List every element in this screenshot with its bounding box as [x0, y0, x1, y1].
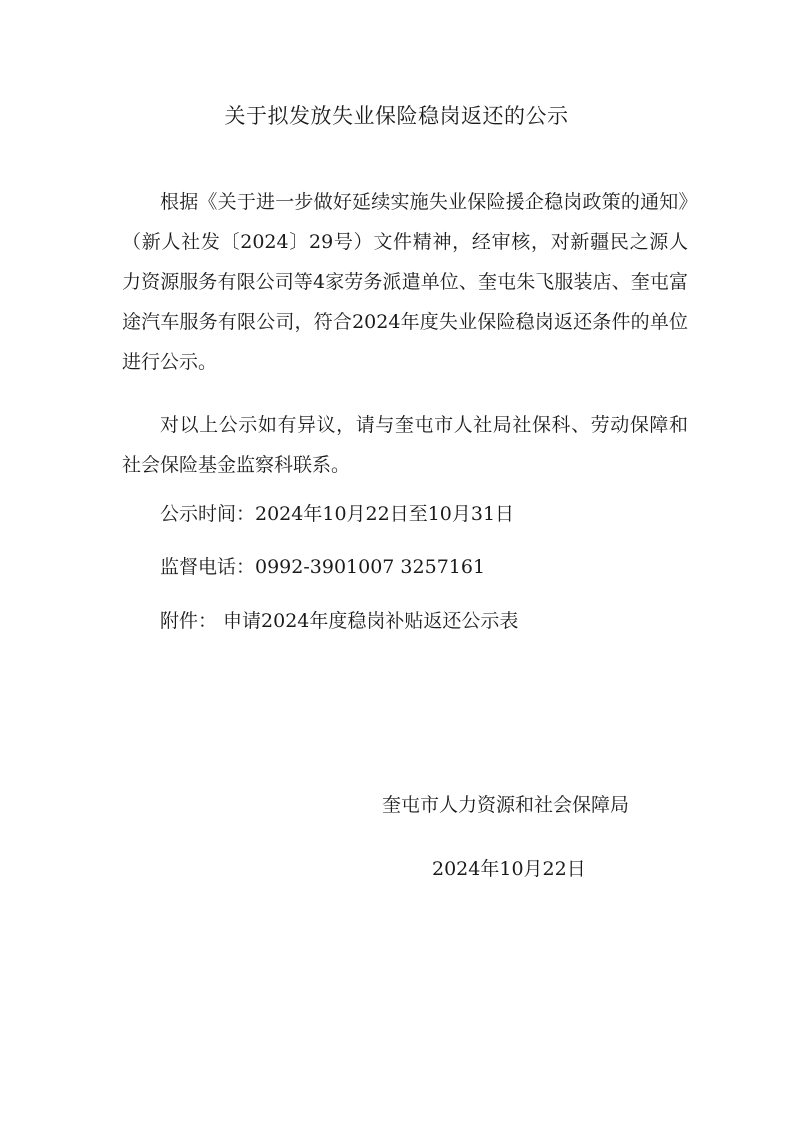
issue-date: 2024年10月22日	[432, 858, 586, 880]
publicity-period: 公示时间：2024年10月22日至10月31日	[160, 503, 515, 525]
attachment-line: 附件： 申请2024年度稳岗补贴返还公示表	[160, 610, 519, 632]
issuer-signature: 奎屯市人力资源和社会保障局	[382, 794, 630, 816]
paragraph-announcement: 根据《关于进一步做好延续实施失业保险援企稳岗政策的通知》（新人社发〔2024〕29号）文件精神，经审核，对新疆民之源人力资源服务有限公司等4家劳务派遣单位、奎屯朱飞服装店、奎屯富途汽车服务有限公司，符合2024年度失业保险稳岗返还条件的单位进行公示。	[122, 191, 688, 373]
supervision-phone: 监督电话：0992-3901007 3257161	[160, 556, 486, 578]
paragraph-objection-contact: 对以上公示如有异议，请与奎屯市人社局社保科、劳动保障和社会保险基金监察科联系。	[122, 414, 688, 476]
document-title: 关于拟发放失业保险稳岗返还的公示	[224, 104, 569, 128]
